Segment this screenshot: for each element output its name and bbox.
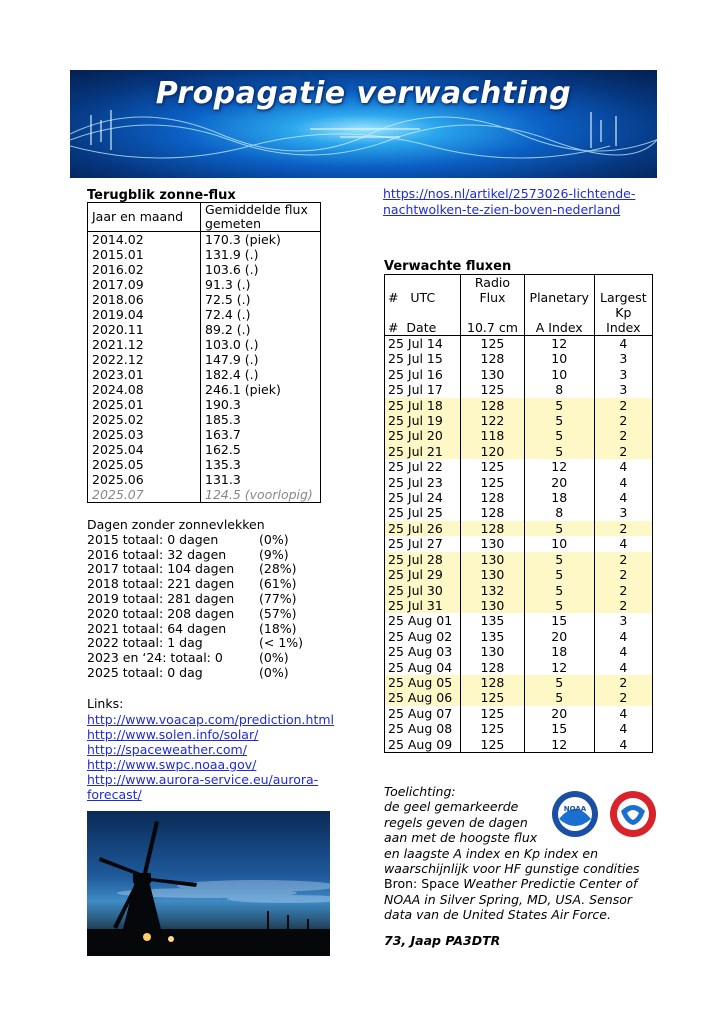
spotless-row xyxy=(87,607,303,622)
forecast-row xyxy=(385,690,653,705)
spotless-year: 2022 totaal: 1 dag xyxy=(87,635,203,651)
external-link[interactable]: http://www.swpc.noaa.gov/ xyxy=(87,757,257,772)
source-line: Bron: Space Weather Predictie Center of NOAA in Silver Spring, MD, USA. Sensor data van de United States Air Force. xyxy=(384,876,638,923)
history-row xyxy=(88,292,321,307)
forecast-row xyxy=(385,459,653,474)
forecast-flux: 130 xyxy=(461,644,525,659)
forecast-col-kp-index: Largest Kp Index xyxy=(594,275,652,336)
history-period: 2022.12 xyxy=(88,352,201,367)
forecast-date: 25 Aug 02 xyxy=(385,629,461,644)
forecast-flux: 135 xyxy=(461,629,525,644)
forecast-row xyxy=(385,536,653,551)
forecast-kp-index: 2 xyxy=(594,521,652,536)
spotless-row xyxy=(87,651,303,666)
spotless-year: 2015 totaal: 0 dagen xyxy=(87,531,219,547)
forecast-row xyxy=(385,583,653,598)
history-flux: 170.3 (piek) xyxy=(201,232,321,248)
history-period: 2016.02 xyxy=(88,262,201,277)
forecast-kp-index: 2 xyxy=(594,598,652,613)
forecast-date: 25 Jul 19 xyxy=(385,413,461,428)
note-line: waarschijnlijk voor HF gunstige condities xyxy=(384,861,640,877)
nos-article-link[interactable]: https://nos.nl/artikel/2573026-lichtende-nachtwolken-te-zien-boven-nederland xyxy=(383,186,636,217)
forecast-kp-index: 4 xyxy=(594,629,652,644)
forecast-a-index: 5 xyxy=(524,413,594,428)
forecast-date: 25 Jul 17 xyxy=(385,382,461,397)
history-row xyxy=(88,472,321,487)
history-flux: 190.3 xyxy=(201,397,321,412)
history-row xyxy=(88,442,321,457)
forecast-a-index: 18 xyxy=(524,490,594,505)
spotless-year: 2019 totaal: 281 dagen xyxy=(87,590,235,606)
forecast-row xyxy=(385,721,653,736)
forecast-flux: 125 xyxy=(461,690,525,705)
history-flux: 185.3 xyxy=(201,412,321,427)
history-period: 2025.02 xyxy=(88,412,201,427)
forecast-a-index: 5 xyxy=(524,552,594,567)
history-period: 2025.06 xyxy=(88,472,201,487)
forecast-kp-index: 2 xyxy=(594,690,652,705)
forecast-kp-index: 3 xyxy=(594,505,652,520)
forecast-date: 25 Jul 22 xyxy=(385,459,461,474)
history-flux: 147.9 (.) xyxy=(201,352,321,367)
forecast-flux: 125 xyxy=(461,721,525,736)
history-flux: 103.0 (.) xyxy=(201,337,321,352)
forecast-explanation xyxy=(384,784,664,923)
forecast-a-index: 5 xyxy=(524,675,594,690)
forecast-kp-index: 4 xyxy=(594,336,652,352)
history-col-period: Jaar en maand xyxy=(88,203,201,232)
spotless-pct: (77%) xyxy=(259,590,297,606)
history-period: 2017.09 xyxy=(88,277,201,292)
history-row xyxy=(88,367,321,382)
history-flux: 72.5 (.) xyxy=(201,292,321,307)
forecast-a-index: 5 xyxy=(524,583,594,598)
forecast-a-index: 20 xyxy=(524,629,594,644)
forecast-flux: 125 xyxy=(461,475,525,490)
forecast-date: 25 Aug 06 xyxy=(385,690,461,705)
note-line: Toelichting: xyxy=(384,784,456,799)
windmill-illustration xyxy=(87,811,330,956)
note-line: regels geven de dagen xyxy=(384,814,528,830)
forecast-row xyxy=(385,475,653,490)
note-line: en laagste A index en Kp index en xyxy=(384,845,599,861)
forecast-row xyxy=(385,505,653,520)
forecast-a-index: 8 xyxy=(524,505,594,520)
windmill-night-photo xyxy=(87,811,330,956)
forecast-kp-index: 4 xyxy=(594,475,652,490)
svg-text:NOAA: NOAA xyxy=(563,805,587,813)
spotless-pct: (57%) xyxy=(259,605,297,621)
forecast-row xyxy=(385,413,653,428)
forecast-kp-index: 4 xyxy=(594,706,652,721)
forecast-a-index: 5 xyxy=(524,567,594,582)
spotless-pct: (18%) xyxy=(259,620,297,636)
history-row xyxy=(88,412,321,427)
forecast-date: 25 Jul 27 xyxy=(385,536,461,551)
forecast-flux: 130 xyxy=(461,567,525,582)
forecast-flux: 122 xyxy=(461,413,525,428)
forecast-a-index: 20 xyxy=(524,706,594,721)
history-row xyxy=(88,232,321,248)
forecast-a-index: 18 xyxy=(524,644,594,659)
forecast-flux: 120 xyxy=(461,444,525,459)
forecast-row xyxy=(385,598,653,613)
external-link[interactable]: http://www.voacap.com/prediction.html xyxy=(87,712,335,727)
history-flux: 246.1 (piek) xyxy=(201,382,321,397)
forecast-a-index: 5 xyxy=(524,398,594,413)
forecast-kp-index: 3 xyxy=(594,351,652,366)
spotless-heading: Dagen zonder zonnevlekken xyxy=(87,517,265,532)
history-period: 2025.04 xyxy=(88,442,201,457)
history-period: 2014.02 xyxy=(88,232,201,248)
forecast-a-index: 15 xyxy=(524,613,594,628)
forecast-flux: 130 xyxy=(461,367,525,382)
history-row xyxy=(88,262,321,277)
history-flux: 163.7 xyxy=(201,427,321,442)
history-row xyxy=(88,382,321,397)
forecast-a-index: 20 xyxy=(524,475,594,490)
spotless-row xyxy=(87,548,303,563)
forecast-kp-index: 2 xyxy=(594,552,652,567)
forecast-flux: 128 xyxy=(461,398,525,413)
forecast-row xyxy=(385,737,653,753)
history-period: 2018.06 xyxy=(88,292,201,307)
forecast-kp-index: 2 xyxy=(594,583,652,598)
forecast-row xyxy=(385,398,653,413)
note-line: aan met de hoogste flux xyxy=(384,830,538,846)
forecast-col-a-index: Planetary A Index xyxy=(524,275,594,336)
forecast-kp-index: 4 xyxy=(594,721,652,736)
forecast-date: 25 Jul 23 xyxy=(385,475,461,490)
forecast-flux: 128 xyxy=(461,505,525,520)
forecast-date: 25 Aug 01 xyxy=(385,613,461,628)
forecast-flux: 118 xyxy=(461,428,525,443)
forecast-row xyxy=(385,567,653,582)
spotless-pct: (28%) xyxy=(259,561,297,577)
forecast-row xyxy=(385,552,653,567)
forecast-flux: 125 xyxy=(461,459,525,474)
forecast-row xyxy=(385,490,653,505)
history-row xyxy=(88,322,321,337)
forecast-kp-index: 3 xyxy=(594,613,652,628)
spotless-row xyxy=(87,562,303,577)
history-row xyxy=(88,397,321,412)
spotless-row xyxy=(87,592,303,607)
history-period: 2025.07 xyxy=(88,487,201,503)
forecast-a-index: 5 xyxy=(524,428,594,443)
forecast-row xyxy=(385,644,653,659)
forecast-kp-index: 4 xyxy=(594,644,652,659)
forecast-flux: 130 xyxy=(461,536,525,551)
spotless-year: 2021 totaal: 64 dagen xyxy=(87,620,227,636)
forecast-flux: 128 xyxy=(461,521,525,536)
forecast-kp-index: 2 xyxy=(594,428,652,443)
forecast-flux: 130 xyxy=(461,552,525,567)
forecast-table xyxy=(384,274,653,753)
forecast-date: 25 Aug 05 xyxy=(385,675,461,690)
forecast-flux: 125 xyxy=(461,336,525,352)
banner-title: Propagatie verwachting xyxy=(155,76,572,111)
forecast-date: 25 Jul 14 xyxy=(385,336,461,352)
forecast-a-index: 5 xyxy=(524,521,594,536)
history-flux: 131.9 (.) xyxy=(201,247,321,262)
history-row xyxy=(88,457,321,472)
forecast-flux: 130 xyxy=(461,598,525,613)
header-banner xyxy=(70,70,657,178)
history-flux: 124.5 (voorlopig) xyxy=(201,487,321,503)
forecast-date: 25 Aug 09 xyxy=(385,737,461,753)
spotless-row xyxy=(87,666,303,681)
forecast-row xyxy=(385,444,653,459)
forecast-row xyxy=(385,351,653,366)
forecast-kp-index: 3 xyxy=(594,382,652,397)
forecast-row xyxy=(385,382,653,397)
forecast-flux: 128 xyxy=(461,660,525,675)
spotless-row xyxy=(87,622,303,637)
history-period: 2015.01 xyxy=(88,247,201,262)
forecast-date: 25 Jul 29 xyxy=(385,567,461,582)
forecast-kp-index: 2 xyxy=(594,675,652,690)
forecast-flux: 128 xyxy=(461,675,525,690)
forecast-kp-index: 4 xyxy=(594,459,652,474)
nos-article-link-block xyxy=(383,186,643,217)
history-row xyxy=(88,337,321,352)
forecast-date: 25 Jul 30 xyxy=(385,583,461,598)
spotless-pct: (9%) xyxy=(259,546,289,562)
forecast-flux: 128 xyxy=(461,351,525,366)
forecast-flux: 128 xyxy=(461,490,525,505)
forecast-kp-index: 3 xyxy=(594,367,652,382)
forecast-date: 25 Jul 26 xyxy=(385,521,461,536)
spotless-pct: (0%) xyxy=(259,664,289,680)
forecast-date: 25 Jul 24 xyxy=(385,490,461,505)
history-flux: 162.5 xyxy=(201,442,321,457)
forecast-row xyxy=(385,660,653,675)
forecast-a-index: 12 xyxy=(524,737,594,753)
forecast-a-index: 12 xyxy=(524,459,594,474)
history-period: 2019.04 xyxy=(88,307,201,322)
forecast-row xyxy=(385,367,653,382)
forecast-kp-index: 2 xyxy=(594,567,652,582)
forecast-date: 25 Aug 04 xyxy=(385,660,461,675)
forecast-date: 25 Aug 03 xyxy=(385,644,461,659)
forecast-date: 25 Aug 08 xyxy=(385,721,461,736)
history-row xyxy=(88,277,321,292)
forecast-col-flux: Radio Flux 10.7 cm xyxy=(461,275,525,336)
forecast-row xyxy=(385,336,653,352)
forecast-kp-index: 2 xyxy=(594,398,652,413)
forecast-a-index: 5 xyxy=(524,690,594,705)
forecast-kp-index: 4 xyxy=(594,490,652,505)
history-row xyxy=(88,487,321,503)
history-period: 2023.01 xyxy=(88,367,201,382)
forecast-flux: 125 xyxy=(461,706,525,721)
spotless-year: 2020 totaal: 208 dagen xyxy=(87,605,235,621)
history-period: 2024.08 xyxy=(88,382,201,397)
note-line: de geel gemarkeerde xyxy=(384,799,519,815)
history-row xyxy=(88,427,321,442)
forecast-a-index: 12 xyxy=(524,660,594,675)
forecast-row xyxy=(385,706,653,721)
forecast-a-index: 12 xyxy=(524,336,594,352)
history-row xyxy=(88,307,321,322)
forecast-date: 25 Jul 16 xyxy=(385,367,461,382)
forecast-flux: 132 xyxy=(461,583,525,598)
forecast-row xyxy=(385,613,653,628)
spotless-pct: (61%) xyxy=(259,576,297,592)
history-period: 2025.03 xyxy=(88,427,201,442)
history-flux: 91.3 (.) xyxy=(201,277,321,292)
history-col-flux: Gemiddelde flux gemeten xyxy=(201,203,321,232)
spotless-year: 2023 en ‘24: totaal: 0 xyxy=(87,650,223,666)
forecast-flux: 125 xyxy=(461,382,525,397)
signature: 73, Jaap PA3DTR xyxy=(384,933,501,948)
external-link[interactable]: http://www.solen.info/solar/ xyxy=(87,727,259,742)
history-period: 2021.12 xyxy=(88,337,201,352)
spotless-pct: (< 1%) xyxy=(259,635,304,651)
forecast-kp-index: 2 xyxy=(594,413,652,428)
spotless-year: 2018 totaal: 221 dagen xyxy=(87,576,235,592)
external-link[interactable]: http://www.aurora-service.eu/aurora-forecast/ xyxy=(87,772,319,802)
spotless-pct: (0%) xyxy=(259,531,289,547)
history-flux: 72.4 (.) xyxy=(201,307,321,322)
history-heading: Terugblik zonne-flux xyxy=(87,188,236,203)
forecast-date: 25 Jul 21 xyxy=(385,444,461,459)
forecast-kp-index: 2 xyxy=(594,444,652,459)
spotless-days xyxy=(87,518,303,681)
spotless-year: 2017 totaal: 104 dagen xyxy=(87,561,235,577)
forecast-date: 25 Jul 20 xyxy=(385,428,461,443)
forecast-row xyxy=(385,629,653,644)
forecast-a-index: 5 xyxy=(524,444,594,459)
links-heading: Links: xyxy=(87,696,124,711)
forecast-col-date: # UTC # Date xyxy=(385,275,461,336)
forecast-row xyxy=(385,521,653,536)
history-period: 2025.05 xyxy=(88,457,201,472)
forecast-date: 25 Jul 28 xyxy=(385,552,461,567)
history-period: 2020.11 xyxy=(88,322,201,337)
forecast-a-index: 10 xyxy=(524,536,594,551)
history-flux: 131.3 xyxy=(201,472,321,487)
forecast-a-index: 15 xyxy=(524,721,594,736)
forecast-date: 25 Jul 18 xyxy=(385,398,461,413)
history-flux: 89.2 (.) xyxy=(201,322,321,337)
history-period: 2025.01 xyxy=(88,397,201,412)
forecast-a-index: 8 xyxy=(524,382,594,397)
forecast-a-index: 5 xyxy=(524,598,594,613)
history-row xyxy=(88,352,321,367)
history-flux: 182.4 (.) xyxy=(201,367,321,382)
forecast-kp-index: 4 xyxy=(594,536,652,551)
forecast-flux: 125 xyxy=(461,737,525,753)
external-link[interactable]: http://spaceweather.com/ xyxy=(87,742,247,757)
spotless-year: 2025 totaal: 0 dag xyxy=(87,664,203,680)
forecast-row xyxy=(385,675,653,690)
forecast-kp-index: 4 xyxy=(594,660,652,675)
history-row xyxy=(88,247,321,262)
forecast-kp-index: 4 xyxy=(594,737,652,753)
spotless-year: 2016 totaal: 32 dagen xyxy=(87,546,227,562)
forecast-date: 25 Jul 15 xyxy=(385,351,461,366)
forecast-date: 25 Aug 07 xyxy=(385,706,461,721)
forecast-a-index: 10 xyxy=(524,351,594,366)
spotless-row xyxy=(87,577,303,592)
forecast-flux: 135 xyxy=(461,613,525,628)
forecast-row xyxy=(385,428,653,443)
spotless-row xyxy=(87,636,303,651)
links-section xyxy=(87,696,339,802)
forecast-date: 25 Jul 25 xyxy=(385,505,461,520)
history-flux: 135.3 xyxy=(201,457,321,472)
spotless-row xyxy=(87,533,303,548)
spotless-pct: (0%) xyxy=(259,650,289,666)
forecast-a-index: 10 xyxy=(524,367,594,382)
flux-history-table xyxy=(87,202,321,503)
history-flux: 103.6 (.) xyxy=(201,262,321,277)
forecast-date: 25 Jul 31 xyxy=(385,598,461,613)
forecast-heading: Verwachte fluxen xyxy=(384,259,512,274)
